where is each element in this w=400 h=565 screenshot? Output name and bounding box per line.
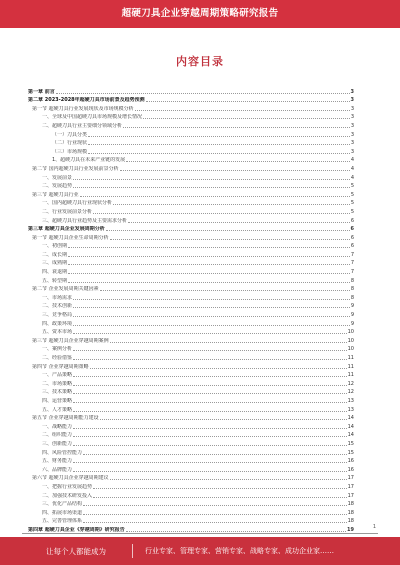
toc-entry[interactable]	[28, 266, 354, 275]
toc-entry[interactable]	[28, 438, 354, 447]
toc-entry[interactable]	[28, 224, 354, 233]
toc-entry-page: 5	[350, 200, 354, 207]
toc-entry[interactable]	[28, 215, 354, 224]
toc-leader-dots	[73, 411, 347, 412]
toc-entry-text: 二、发展趋势	[42, 183, 73, 190]
toc-entry-text: 一、市场需求	[42, 294, 73, 301]
toc-leader-dots	[88, 153, 350, 154]
toc-entry-page: 3	[350, 131, 354, 138]
toc-leader-dots	[73, 299, 350, 300]
toc-leader-dots	[73, 350, 347, 351]
toc-entry[interactable]	[28, 499, 354, 508]
toc-entry-page: 9	[350, 320, 354, 327]
toc-entry[interactable]	[28, 155, 354, 164]
toc-entry[interactable]	[28, 284, 354, 293]
toc-entry-text: 第三章 超硬刀具企业发展周期分析	[28, 226, 105, 233]
toc-entry[interactable]	[28, 404, 354, 413]
toc-entry-page: 7	[350, 251, 354, 258]
toc-leader-dots	[88, 144, 350, 145]
toc-entry-page: 12	[347, 389, 354, 396]
toc-leader-dots	[73, 376, 347, 377]
toc-entry-page: 11	[347, 363, 354, 370]
toc-entry[interactable]	[28, 421, 354, 430]
toc-leader-dots	[110, 479, 347, 480]
toc-leader-dots	[143, 118, 350, 119]
toc-leader-dots	[73, 445, 347, 446]
toc-entry-page: 3	[350, 114, 354, 121]
toc-entry-page: 5	[350, 191, 354, 198]
toc-entry-text: （三）市场规模	[52, 148, 88, 155]
toc-leader-dots	[68, 282, 350, 283]
toc-entry[interactable]	[28, 163, 354, 172]
toc-entry-page: 19	[347, 526, 354, 533]
toc-entry-page: 11	[347, 355, 354, 361]
toc-entry[interactable]	[28, 206, 354, 215]
toc-entry-text: 三、优化产品结构	[42, 501, 83, 508]
toc-leader-dots	[68, 273, 350, 274]
toc-entry-page: 5	[350, 183, 354, 190]
toc-entry[interactable]	[28, 95, 354, 104]
toc-title: 内容目录	[176, 55, 224, 68]
toc-entry-text: 二、加强技术研发投入	[42, 492, 93, 499]
toc-entry-page: 5	[350, 208, 354, 215]
toc-entry-page: 14	[347, 415, 354, 422]
toc-entry-text: 二、市场策略	[42, 380, 73, 387]
toc-entry[interactable]	[28, 361, 354, 370]
toc-entry[interactable]	[28, 387, 354, 396]
toc-entry-text: 1、超硬刀具在未来产业链的发展	[52, 157, 126, 164]
toc-entry-text: 第一章 前言	[28, 88, 55, 95]
toc-entry[interactable]	[28, 464, 354, 473]
toc-entry-page: 17	[347, 483, 354, 490]
toc-leader-dots	[73, 307, 350, 308]
toc-entry-text: 一、案例分析	[42, 346, 73, 353]
report-header: 超硬刀具企业穿越周期策略研究报告	[0, 0, 400, 28]
toc-entry-text: 第三节 超硬刀具企业穿越周期案例	[32, 337, 109, 344]
toc-entry-page: 17	[347, 492, 354, 499]
toc-entry-text: 二、技术创新	[42, 303, 73, 310]
toc-leader-dots	[73, 325, 350, 326]
toc-entry-page: 10	[347, 337, 354, 344]
toc-leader-dots	[128, 222, 350, 223]
toc-entry-page: 6	[350, 243, 354, 250]
toc-entry-text: 第二节 国内超硬刀具行业发展前景分析	[32, 165, 119, 172]
toc-entry[interactable]	[28, 86, 354, 95]
toc-leader-dots	[126, 161, 350, 162]
toc-leader-dots	[83, 522, 347, 523]
toc-entry-text: 第二节 企业发展周期关键因素	[32, 286, 99, 293]
toc-leader-dots	[83, 454, 347, 455]
toc-entry[interactable]	[28, 120, 354, 129]
toc-entry-text: 一、产品策略	[42, 372, 73, 379]
page-number: 1	[372, 524, 376, 530]
toc-entry-text: 二、行业发展前景分析	[42, 208, 93, 215]
toc-entry-text: 一、初创期	[42, 243, 68, 250]
toc-entry-text: 一、战略能力	[42, 423, 73, 430]
toc-leader-dots	[73, 316, 350, 317]
toc-entry[interactable]	[28, 430, 354, 439]
toc-entry[interactable]	[28, 249, 354, 258]
toc-entry-text: 第五节 企业穿越周期能力建设	[32, 415, 99, 422]
toc-leader-dots	[146, 101, 350, 102]
toc-leader-dots	[80, 196, 350, 197]
toc-entry-page: 15	[347, 449, 354, 456]
toc-entry[interactable]	[28, 189, 354, 198]
toc-leader-dots	[73, 402, 347, 403]
toc-leader-dots	[88, 136, 350, 137]
toc-entry-text: 四、风险管控能力	[42, 449, 83, 456]
toc-entry-page: 8	[350, 286, 354, 293]
toc-entry[interactable]	[28, 318, 354, 327]
toc-leader-dots	[73, 462, 347, 463]
toc-leader-dots	[120, 170, 350, 171]
toc-entry-page: 9	[350, 303, 354, 310]
toc-entry[interactable]	[28, 481, 354, 490]
toc-leader-dots	[123, 127, 350, 128]
toc-leader-dots	[73, 359, 347, 360]
toc-entry-text: 三、成熟期	[42, 260, 68, 267]
toc-entry[interactable]	[28, 516, 354, 525]
toc-leader-dots	[68, 264, 350, 265]
toc-entry[interactable]	[28, 413, 354, 422]
toc-entry[interactable]	[28, 138, 354, 147]
toc-entry-page: 11	[347, 372, 354, 379]
toc-entry-text: 五、转型期	[42, 277, 68, 284]
toc-entry-text: 三、技术策略	[42, 389, 73, 396]
toc-entry[interactable]	[28, 103, 354, 112]
toc-entry-text: 二、经验借鉴	[42, 355, 73, 361]
toc-entry[interactable]	[28, 490, 354, 499]
toc-leader-dots	[83, 514, 347, 515]
toc-entry[interactable]	[28, 232, 354, 241]
toc-entry[interactable]	[28, 378, 354, 387]
toc-leader-dots	[93, 497, 347, 498]
toc-entry-page: 8	[350, 294, 354, 301]
toc-entry-text: 五、人才策略	[42, 406, 73, 413]
toc-entry[interactable]	[28, 524, 354, 533]
toc-entry-text: 二、成长期	[42, 251, 68, 258]
toc-leader-dots	[73, 385, 347, 386]
toc-leader-dots	[113, 204, 350, 205]
toc-entry-page: 6	[350, 226, 354, 233]
toc-entry-text: 一、把握行业发展趋势	[42, 483, 93, 490]
toc-entry-page: 3	[350, 88, 354, 95]
toc-entry-page: 3	[350, 122, 354, 129]
toc-entry[interactable]	[28, 292, 354, 301]
toc-leader-dots	[68, 256, 350, 257]
toc-entry[interactable]	[28, 447, 354, 456]
toc-entry-page: 6	[350, 234, 354, 241]
toc-leader-dots	[73, 436, 347, 437]
toc-entry-text: 一、发展前景	[42, 174, 73, 181]
toc-leader-dots	[135, 110, 350, 111]
toc-leader-dots	[106, 230, 350, 231]
toc-leader-dots	[126, 531, 346, 532]
toc-entry-text: 第一节 超硬刀具企业生命周期分析	[32, 234, 109, 241]
toc-entry-page: 18	[347, 509, 354, 516]
toc-entry[interactable]	[28, 258, 354, 267]
toc-entry-page: 7	[350, 269, 354, 276]
toc-entry-page: 13	[347, 406, 354, 413]
toc-entry[interactable]	[28, 241, 354, 250]
toc-entry-text: （二）行业现状	[52, 140, 88, 147]
toc-leader-dots	[73, 187, 350, 188]
toc-entry-page: 18	[347, 518, 354, 525]
toc-leader-dots	[83, 505, 347, 506]
toc-entry[interactable]	[28, 327, 354, 336]
toc-entry-text: 第六节 超硬刀具企业穿越周期建议	[32, 475, 109, 482]
footer-tagline: 行业专家、管理专家、营销专家、战略专家、成功企业家……	[145, 547, 334, 555]
toc-entry[interactable]	[28, 507, 354, 516]
toc-entry[interactable]	[28, 112, 354, 121]
toc-entry-text: 第四节 企业穿越周期策略	[32, 363, 89, 370]
toc-entry-text: 一、全球及中国超硬刀具市场规模及增长情况	[42, 114, 143, 121]
toc-leader-dots	[73, 179, 350, 180]
toc-entry[interactable]	[28, 370, 354, 379]
toc-entry[interactable]	[28, 352, 354, 361]
toc-entry-text: 五、财务能力	[42, 458, 73, 465]
toc-leader-dots	[73, 471, 347, 472]
toc-entry[interactable]	[28, 181, 354, 190]
toc-entry-page: 16	[347, 458, 354, 465]
toc-entry[interactable]	[28, 172, 354, 181]
toc-leader-dots	[73, 428, 347, 429]
toc-entry-text: 五、资本市场	[42, 329, 73, 336]
toc-entry[interactable]	[28, 344, 354, 353]
toc-entry[interactable]	[28, 275, 354, 284]
toc-entry-text: 四、衰退期	[42, 269, 68, 276]
toc-entry[interactable]	[28, 473, 354, 482]
toc-entry-text: 三、竞争格局	[42, 312, 73, 319]
toc-entry-text: 三、超硬刀具行业趋势及主要需求分析	[42, 217, 128, 224]
toc-entry-text: 第二章 2023-2028年超硬刀具市场前景及趋势预测	[28, 97, 145, 104]
toc-entry-text: 四、拓展市场渠道	[42, 509, 83, 516]
toc-leader-dots	[73, 393, 347, 394]
toc-entry-text: 第四章 超硬刀具企业《穿越周期》研究报告	[28, 526, 125, 533]
toc-entry-page: 4	[350, 165, 354, 172]
toc-entry-page: 13	[347, 397, 354, 404]
toc-leader-dots	[90, 368, 347, 369]
toc-entry[interactable]	[28, 456, 354, 465]
toc-entry-text: 五、完善管理体系	[42, 518, 83, 525]
toc-entry-page: 4	[350, 174, 354, 181]
toc-entry-text: 四、运营策略	[42, 397, 73, 404]
footer-divider	[132, 544, 133, 558]
toc-entry-page: 14	[347, 423, 354, 430]
toc-entry-page: 16	[347, 466, 354, 473]
toc-entry-page: 12	[347, 380, 354, 387]
toc-entry-page: 3	[350, 97, 354, 104]
toc-entry-text: 六、品牌能力	[42, 466, 73, 473]
toc-entry-page: 17	[347, 475, 354, 482]
toc-entry-text: 二、超硬刀具行业主要细分领域分析	[42, 122, 123, 129]
toc-entry-page: 10	[347, 346, 354, 353]
toc-leader-dots	[110, 239, 350, 240]
toc-entry-page: 3	[350, 105, 354, 112]
toc-entry-text: 二、组织能力	[42, 432, 73, 439]
toc-entry[interactable]	[28, 146, 354, 155]
toc-entry-page: 10	[347, 329, 354, 336]
toc-leader-dots	[93, 488, 347, 489]
toc-entry[interactable]	[28, 395, 354, 404]
toc-entry-text: 三、创新能力	[42, 440, 73, 447]
divider	[22, 533, 378, 534]
toc-entry-page: 9	[350, 312, 354, 319]
toc-leader-dots	[100, 290, 350, 291]
toc-leader-dots	[93, 213, 350, 214]
toc-entry-page: 14	[347, 432, 354, 439]
toc-entry[interactable]	[28, 198, 354, 207]
toc-entry-text: 一、国内超硬刀具行业现状分析	[42, 200, 113, 207]
footer-slogan: 让每个人都能成为	[46, 546, 106, 556]
toc-leader-dots	[100, 419, 347, 420]
toc-entry[interactable]	[28, 335, 354, 344]
table-of-contents	[28, 86, 354, 533]
toc-entry[interactable]	[28, 309, 354, 318]
toc-leader-dots	[56, 93, 350, 94]
toc-entry-page: 18	[347, 501, 354, 508]
toc-entry-page: 8	[350, 277, 354, 284]
toc-entry-text: 第三节 超硬刀具行业	[32, 191, 79, 198]
toc-leader-dots	[73, 333, 347, 334]
toc-entry-page: 6	[350, 217, 354, 224]
footer-banner	[0, 537, 400, 565]
toc-entry-page: 15	[347, 440, 354, 447]
toc-entry-page: 3	[350, 140, 354, 147]
toc-leader-dots	[68, 247, 350, 248]
toc-entry-text: 四、政策环境	[42, 320, 73, 327]
toc-entry-text: （一）刀具分类	[52, 131, 88, 138]
toc-entry[interactable]	[28, 301, 354, 310]
toc-entry-page: 7	[350, 260, 354, 267]
toc-entry-text: 第一节 超硬刀具行业发展现状及市场规模分析	[32, 105, 134, 112]
toc-entry-page: 4	[350, 157, 354, 164]
toc-leader-dots	[110, 342, 347, 343]
toc-entry-page: 3	[350, 148, 354, 155]
toc-entry[interactable]	[28, 129, 354, 138]
